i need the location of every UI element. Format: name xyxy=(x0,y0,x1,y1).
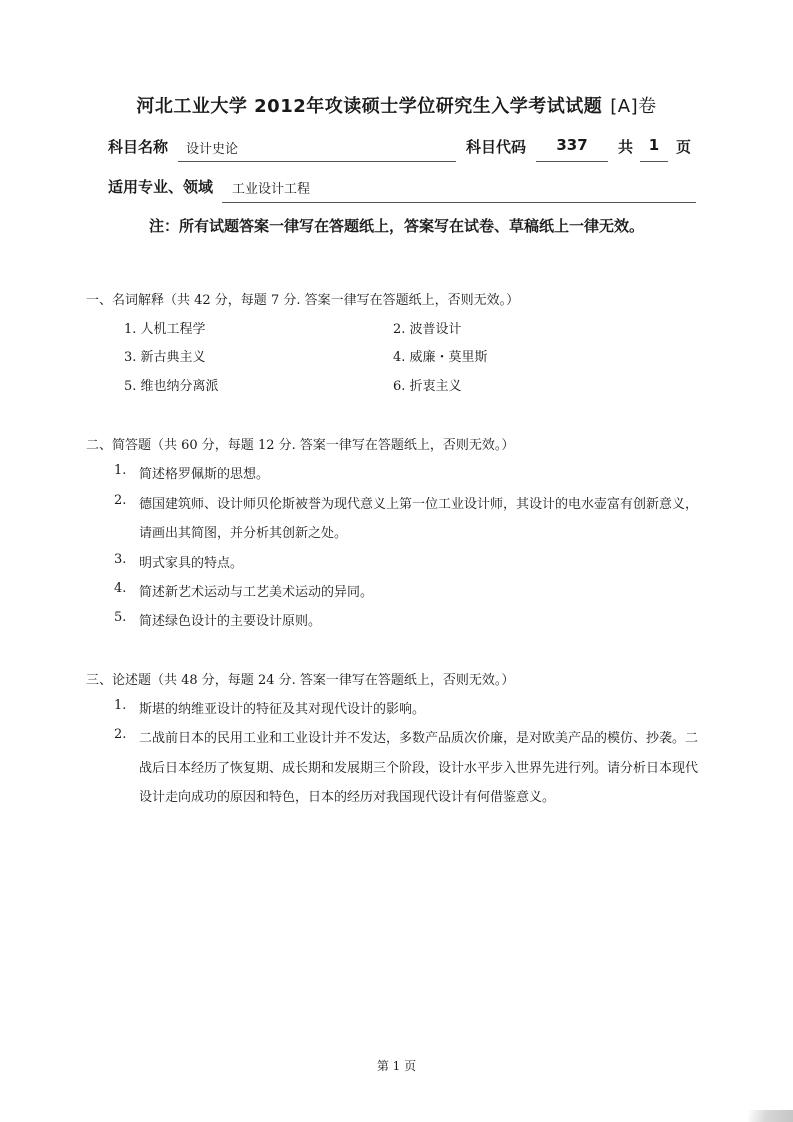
item-number: 2. xyxy=(114,727,127,742)
item-number: 5. xyxy=(124,379,137,394)
total-pages-underline xyxy=(640,161,668,162)
item-text: 新古典主义 xyxy=(140,350,206,365)
subject-code-label: 科目代码 xyxy=(466,138,527,156)
list-item xyxy=(393,346,488,365)
list-item xyxy=(124,346,206,365)
section1-heading: 一、名词解释（共 42 分，每题 7 分. 答案一律写在答题纸上，否则无效。） xyxy=(86,293,520,308)
exam-title xyxy=(0,92,793,118)
item-text: 人机工程学 xyxy=(140,322,206,337)
list-item xyxy=(393,375,462,394)
subject-name-label: 科目名称 xyxy=(108,138,169,156)
item-number: 1. xyxy=(124,322,137,337)
subject-code-value: 337 xyxy=(556,136,588,154)
item-text: 简述新艺术运动与工艺美术运动的异同。 xyxy=(139,585,374,600)
item-text: 设计走向成功的原因和特色，日本的经历对我国现代设计有何借鉴意义。 xyxy=(139,790,556,805)
subject-name-value: 设计史论 xyxy=(186,142,239,157)
item-text: 二战前日本的民用工业和工业设计并不发达，多数产品质次价廉，是对欧美产品的模仿、抄袭。二 xyxy=(139,731,699,746)
item-text: 明式家具的特点。 xyxy=(139,556,244,571)
major-label: 适用专业、领域 xyxy=(108,178,214,196)
item-text: 波普设计 xyxy=(409,322,462,337)
total-pages-value: 1 xyxy=(648,136,660,154)
item-number: 5. xyxy=(114,610,127,625)
major-value: 工业设计工程 xyxy=(232,182,311,197)
section2-heading: 二、简答题（共 60 分，每题 12 分. 答案一律写在答题纸上，否则无效。） xyxy=(86,438,515,453)
item-text: 德国建筑师、设计师贝伦斯被誉为现代意义上第一位工业设计师，其设计的电水壶富有创新意义， xyxy=(139,497,699,512)
item-text: 简述格罗佩斯的思想。 xyxy=(139,467,270,482)
item-number: 2. xyxy=(393,322,406,337)
section3-heading: 三、论述题（共 48 分，每题 24 分. 答案一律写在答题纸上，否则无效。） xyxy=(86,673,515,688)
subject-code-underline xyxy=(536,161,608,162)
paper-type: [A]卷 xyxy=(610,96,657,117)
page-number: 第 1 页 xyxy=(376,1059,417,1073)
item-text: 斯堪的纳维亚设计的特征及其对现代设计的影响。 xyxy=(139,702,426,717)
item-text: 折衷主义 xyxy=(409,379,462,394)
major-underline xyxy=(222,202,696,203)
pages-unit: 页 xyxy=(676,138,692,156)
item-text: 维也纳分离派 xyxy=(140,379,219,394)
item-number: 2. xyxy=(114,493,127,508)
item-text: 威廉・莫里斯 xyxy=(409,350,488,365)
item-number: 4. xyxy=(393,350,406,365)
notice: 注：所有试题答案一律写在答题纸上，答案写在试卷、草稿纸上一律无效。 xyxy=(148,217,644,235)
item-number: 3. xyxy=(124,350,137,365)
item-text: 战后日本经历了恢复期、成长期和发展期三个阶段，设计水平步入世界先进行列。请分析日本现代 xyxy=(139,761,699,776)
item-number: 4. xyxy=(114,581,127,596)
scan-edge-mark xyxy=(748,1110,793,1122)
item-text: 请画出其简图，并分析其创新之处。 xyxy=(139,526,348,541)
item-text: 简述绿色设计的主要设计原则。 xyxy=(139,614,322,629)
item-number: 6. xyxy=(393,379,406,394)
list-item xyxy=(124,375,219,394)
title-text: 河北工业大学 2012年攻读硕士学位研究生入学考试试题 xyxy=(136,96,603,117)
list-item xyxy=(124,318,206,337)
total-label: 共 xyxy=(618,138,634,156)
item-number: 1. xyxy=(114,698,127,713)
list-item xyxy=(393,318,462,337)
subject-name-underline xyxy=(178,161,456,162)
item-number: 3. xyxy=(114,552,127,567)
item-number: 1. xyxy=(114,463,127,478)
